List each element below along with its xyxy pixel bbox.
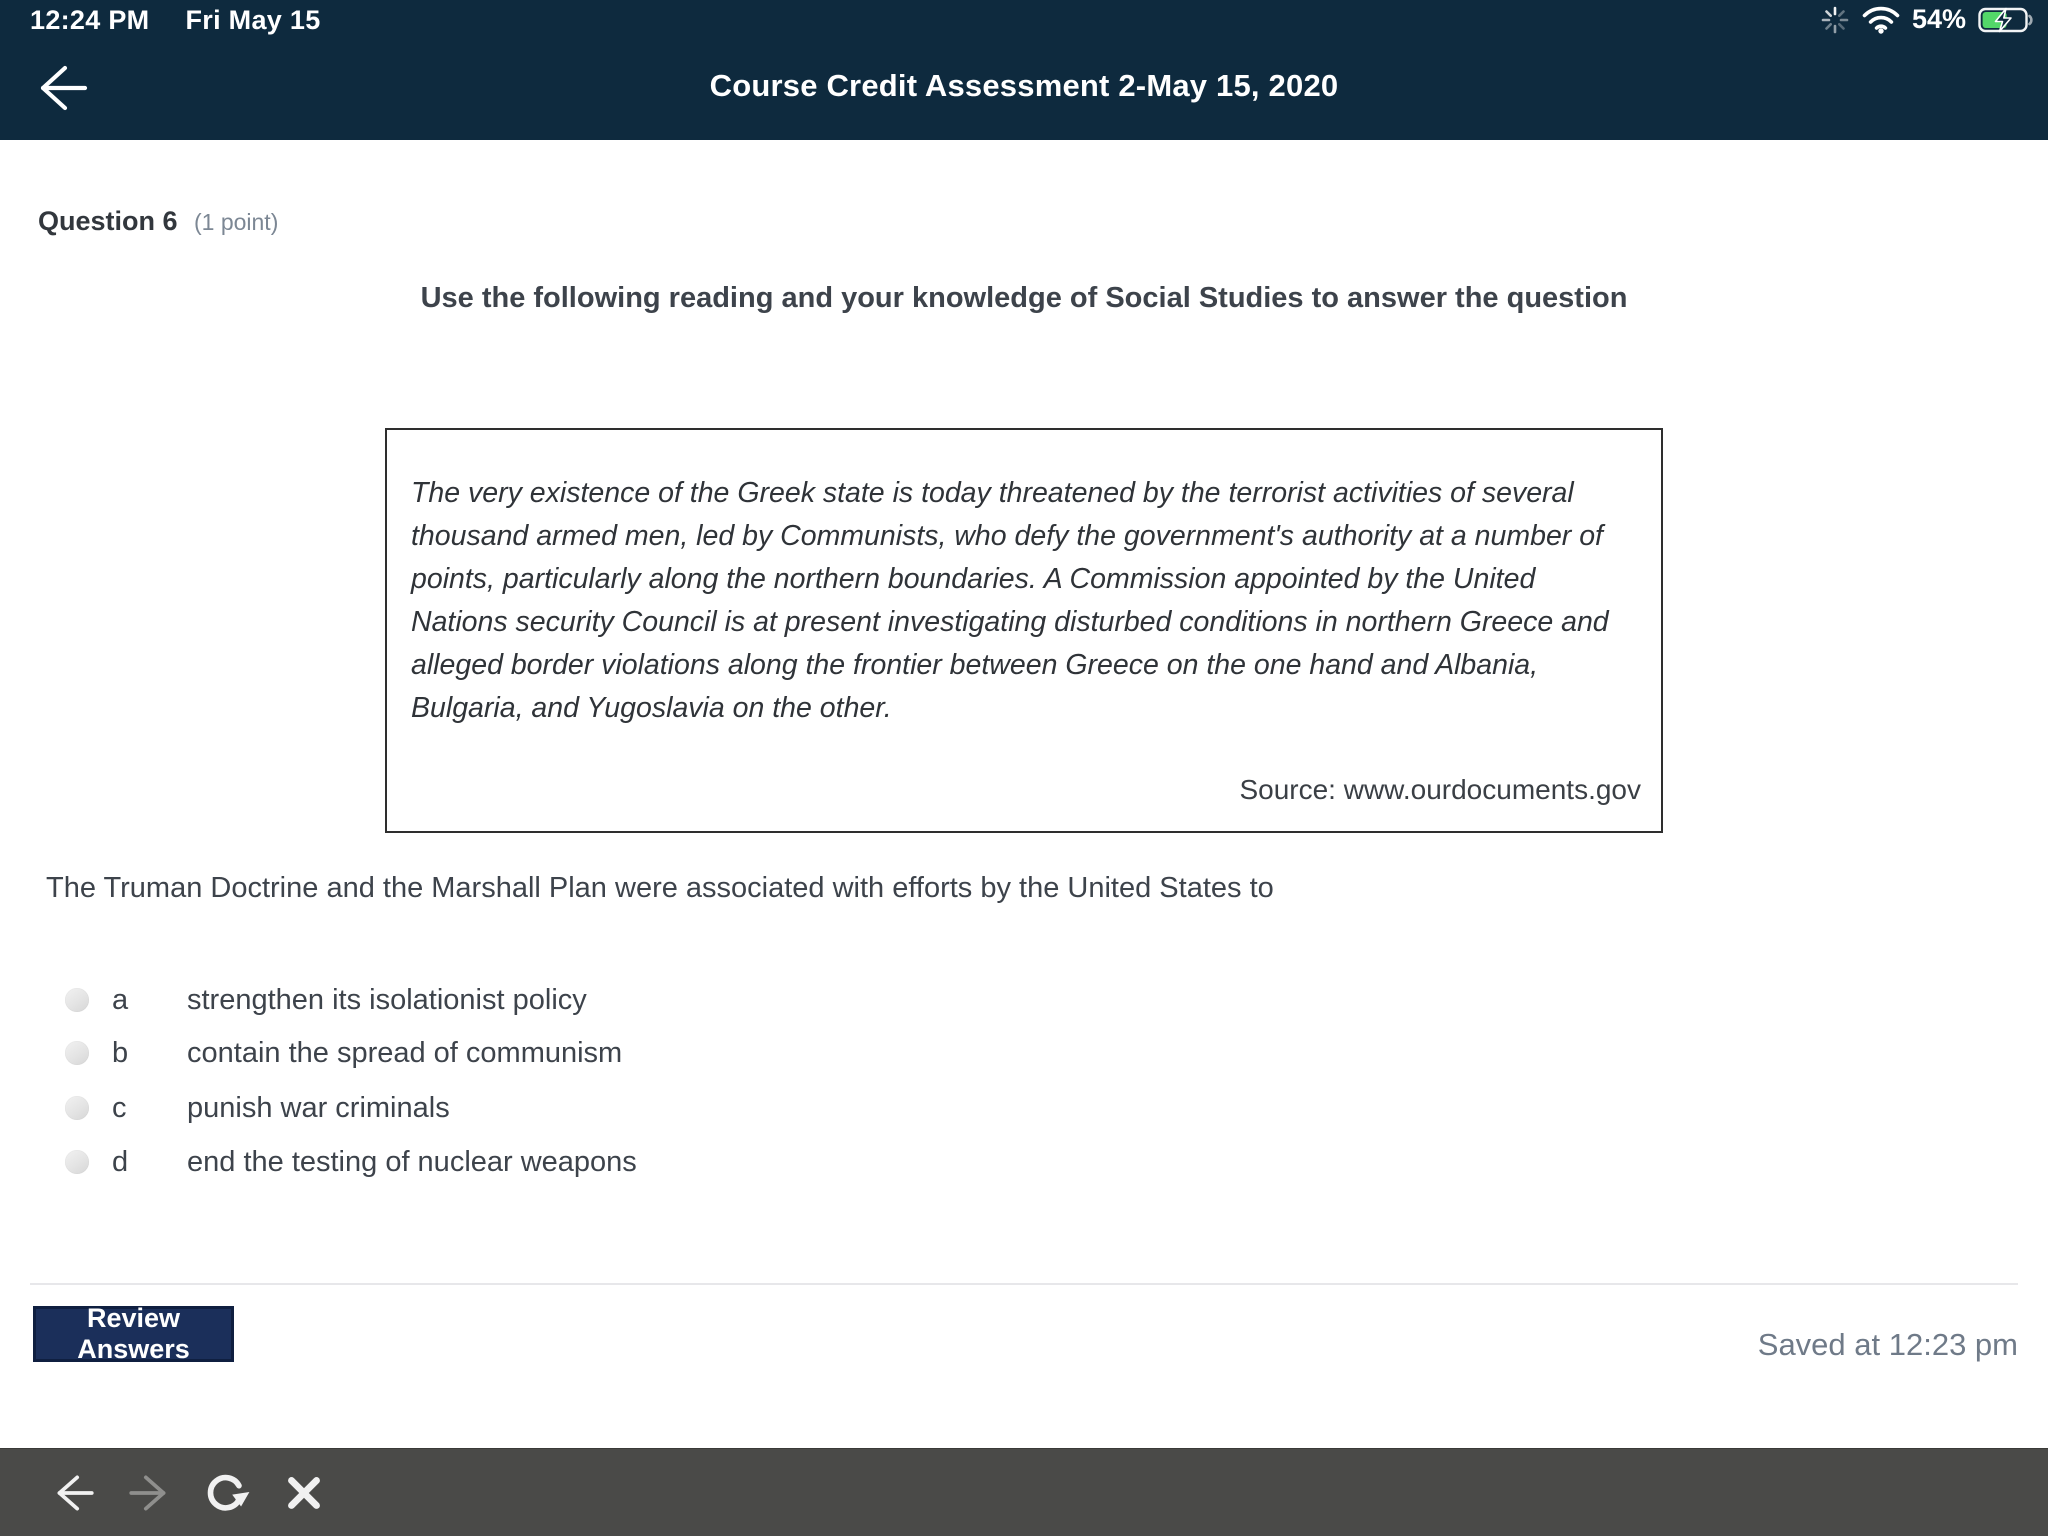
wifi-icon [1862,5,1900,34]
option-text: contain the spread of communism [187,1036,623,1069]
question-instruction: Use the following reading and your knowledge of Social Studies to answer the question [420,282,1628,314]
back-arrow-icon [33,104,91,119]
radio-button-c[interactable] [65,1096,89,1120]
activity-spinner-icon [1820,5,1850,35]
option-letter: c [112,1091,127,1124]
status-bar-right [1820,4,2036,35]
saved-status-label: Saved at 12:23 pm [1757,1327,2018,1362]
option-letter: a [112,983,129,1016]
option-text: end the testing of nuclear weapons [187,1145,637,1178]
top-navy-bar [0,0,2048,140]
clock-time: 12:24 PM [30,5,150,35]
toolbar-forward-button[interactable] [125,1468,175,1518]
option-text: punish war criminals [187,1091,450,1124]
toolbar-close-button[interactable] [279,1468,329,1518]
passage-source: Source: www.ourdocuments.gov [1239,774,1641,805]
answer-option-row-a[interactable] [65,984,587,1016]
toolbar-back-button[interactable] [48,1468,98,1518]
question-stem: The Truman Doctrine and the Marshall Plan were associated with efforts by the United States to [46,872,1274,904]
bottom-toolbar [0,1448,2048,1536]
battery-percent-label: 54% [1911,4,1966,34]
option-text: strengthen its isolationist policy [187,983,587,1016]
close-icon [279,1468,329,1518]
reading-passage-text: The very existence of the Greek state is today threatened by the terrorist activities of several thousand armed men, led by Communists, who defy the government's authority at a number of points, particularly along the northern boundaries. A Commission appointed by the United Nations security Council is at present investigating disturbed conditions in northern Greece and alleged border violations along the frontier between Greece on the one hand and Albania, Bulgaria, and Yugoslavia on the other. [411,477,1609,724]
footer-divider [30,1283,2018,1285]
radio-button-d[interactable] [65,1150,89,1174]
answer-option-row-c[interactable] [65,1092,450,1124]
option-letter: b [112,1036,129,1069]
answer-option-row-b[interactable] [65,1037,622,1069]
status-bar-left [30,5,321,36]
option-letter: d [112,1145,129,1178]
back-arrow-icon [48,1468,98,1518]
clock-date: Fri May 15 [185,5,321,35]
question-points-label: (1 point) [193,209,279,235]
radio-button-a[interactable] [65,988,89,1012]
radio-button-b[interactable] [65,1041,89,1065]
answer-option-row-d[interactable] [65,1146,637,1178]
battery-charging-icon [1978,6,2036,34]
page-title: Course Credit Assessment 2-May 15, 2020 [709,68,1339,103]
reading-passage-box [385,428,1663,833]
question-number-label: Question 6 [38,206,178,236]
question-label-row [38,206,278,237]
toolbar-reload-button[interactable] [202,1468,252,1518]
review-answers-button[interactable]: Review Answers [33,1306,234,1362]
reload-icon [202,1468,252,1518]
forward-arrow-icon [125,1468,175,1518]
